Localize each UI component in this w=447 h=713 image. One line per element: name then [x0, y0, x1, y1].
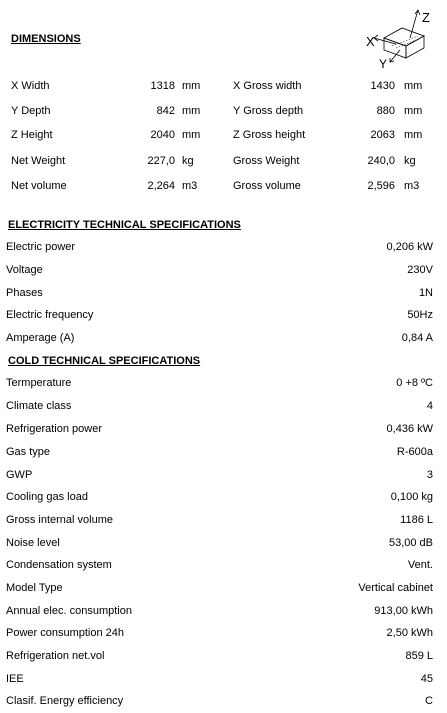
gross-dimension-value: 240,0: [367, 155, 395, 167]
axis-label-z: Z: [422, 10, 430, 25]
cold-spec-label: Condensation system: [6, 559, 112, 571]
cold-spec-label: Annual elec. consumption: [6, 605, 132, 617]
electricity-spec-label: Phases: [6, 287, 43, 299]
cold-spec-label: Gas type: [6, 446, 51, 458]
cold-spec-value: 53,00 dB: [388, 537, 433, 549]
net-dimension-value: 2040: [150, 129, 175, 141]
cold-spec-value: 2,50 kWh: [386, 627, 433, 639]
net-dimension-label: Net Weight: [11, 155, 66, 167]
xyz-axis-icon: [366, 8, 438, 70]
net-dimension-label: X Width: [11, 80, 50, 92]
gross-dimension-label: Gross volume: [233, 180, 301, 192]
gross-dimension-unit: mm: [404, 129, 423, 141]
cold-spec-value: 4: [426, 400, 433, 412]
net-dimension-value: 227,0: [147, 155, 175, 167]
gross-dimension-value: 880: [376, 105, 395, 117]
electricity-spec-value: 1N: [418, 287, 433, 299]
cold-spec-label: Climate class: [6, 400, 72, 412]
cold-spec-value: R-600a: [396, 446, 433, 458]
cold-spec-label: Clasif. Energy efficiency: [6, 695, 124, 707]
net-dimension-unit: m3: [182, 180, 198, 192]
gross-dimension-label: Y Gross depth: [233, 105, 304, 117]
axis-label-x: X: [366, 34, 375, 49]
gross-dimension-value: 2063: [370, 129, 395, 141]
gross-dimension-value: 1430: [370, 80, 395, 92]
net-dimension-label: Net volume: [11, 180, 67, 192]
electricity-spec-label: Electric power: [6, 241, 76, 253]
cold-spec-value: 1186 L: [400, 514, 433, 526]
cold-spec-label: Termperature: [6, 377, 72, 389]
cold-spec-value: 913,00 kWh: [374, 605, 433, 617]
cold-spec-label: Model Type: [6, 582, 63, 594]
cold-spec-value: 859 L: [405, 650, 433, 662]
gross-dimension-label: Gross Weight: [233, 155, 300, 167]
cold-spec-value: 0,436 kW: [386, 423, 433, 435]
cold-spec-label: Power consumption 24h: [6, 627, 125, 639]
electricity-spec-value: 0,84 A: [401, 332, 433, 344]
gross-dimension-value: 2,596: [367, 180, 395, 192]
net-dimension-value: 2,264: [147, 180, 175, 192]
net-dimension-unit: mm: [182, 129, 201, 141]
gross-dimension-label: Z Gross height: [233, 129, 306, 141]
gross-dimension-label: X Gross width: [233, 80, 302, 92]
cold-spec-label: GWP: [6, 469, 33, 481]
electricity-spec-value: 50Hz: [407, 309, 433, 321]
cold-spec-label: Noise level: [6, 537, 60, 549]
electricity-spec-label: Amperage (A): [6, 332, 75, 344]
gross-dimension-unit: mm: [404, 105, 423, 117]
cold-spec-label: Gross internal volume: [6, 514, 113, 526]
cold-spec-value: Vent.: [407, 559, 433, 571]
cold-spec-value: 0,100 kg: [390, 491, 433, 503]
cold-spec-label: Refrigeration power: [6, 423, 102, 435]
electricity-spec-value: 230V: [407, 264, 433, 276]
dimensions-heading: DIMENSIONS: [11, 33, 81, 45]
gross-dimension-unit: mm: [404, 80, 423, 92]
cold-spec-value: 0 +8 ºC: [396, 377, 433, 389]
cold-spec-label: Cooling gas load: [6, 491, 88, 503]
cold-spec-label: IEE: [6, 673, 24, 685]
electricity-spec-label: Electric frequency: [6, 309, 94, 321]
cold-spec-value: 45: [420, 673, 433, 685]
net-dimension-unit: kg: [182, 155, 194, 167]
electricity-spec-label: Voltage: [6, 264, 43, 276]
net-dimension-label: Y Depth: [11, 105, 51, 117]
net-dimension-label: Z Height: [11, 129, 53, 141]
net-dimension-value: 842: [156, 105, 175, 117]
net-dimension-unit: mm: [182, 105, 201, 117]
cold-spec-value: 3: [426, 469, 433, 481]
gross-dimension-unit: kg: [404, 155, 416, 167]
cold-heading: COLD TECHNICAL SPECIFICATIONS: [8, 355, 201, 367]
net-dimension-unit: mm: [182, 80, 201, 92]
cold-spec-value: Vertical cabinet: [358, 582, 433, 594]
axis-label-y: Y: [379, 57, 388, 70]
electricity-heading: ELECTRICITY TECHNICAL SPECIFICATIONS: [8, 219, 241, 231]
net-dimension-value: 1318: [150, 80, 175, 92]
cold-spec-value: C: [425, 695, 433, 707]
gross-dimension-unit: m3: [404, 180, 420, 192]
electricity-spec-value: 0,206 kW: [386, 241, 433, 253]
cold-spec-label: Refrigeration net.vol: [6, 650, 105, 662]
